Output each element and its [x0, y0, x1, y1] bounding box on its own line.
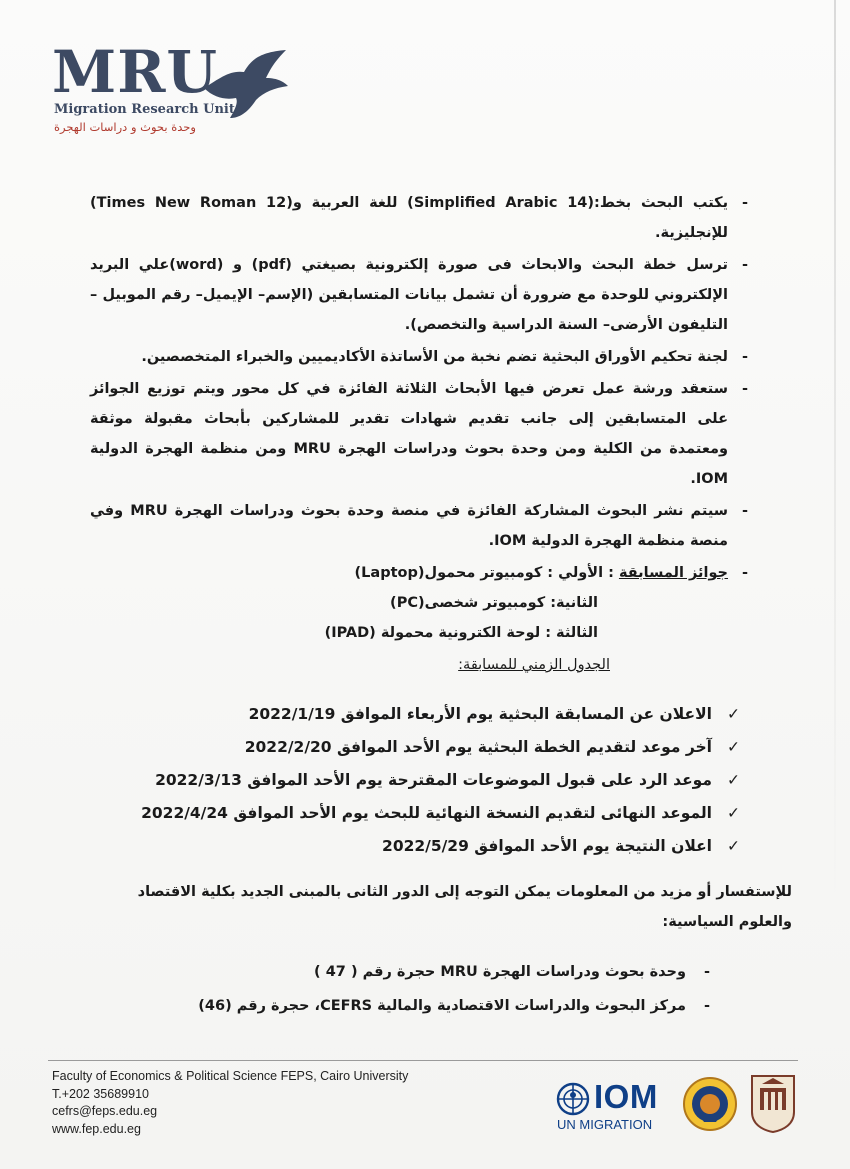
room-item-text: مركز البحوث والدراسات الاقتصادية والمالية CEFRS، حجرة رقم (46) [198, 998, 686, 1014]
check-icon: ✓ [727, 837, 740, 855]
document-body [90, 188, 792, 1023]
footer-email[interactable]: cefrs@feps.edu.eg [52, 1104, 158, 1118]
schedule-list [90, 698, 750, 863]
footer-phone: T.+202 35689910 [52, 1086, 149, 1101]
list-item [90, 731, 750, 764]
list-item: - مركز البحوث والدراسات الاقتصادية والمالية CEFRS، حجرة رقم (46) [198, 998, 710, 1014]
bullet-jury: - لجنة تحكيم الأوراق البحثية تضم نخبة من الأساتذة الأكاديميين والخبراء المتخصصين. [90, 342, 750, 372]
iom-subtitle: UN MIGRATION [557, 1117, 653, 1132]
list-item: - وحدة بحوث ودراسات الهجرة MRU حجرة رقم ( 47 ) [314, 964, 710, 980]
footer-website[interactable]: www.fep.edu.eg [52, 1121, 141, 1136]
logo-subtitle-arabic: وحدة بحوث و دراسات الهجرة [54, 120, 196, 134]
list-item [90, 797, 750, 830]
logo-subtitle-english: Migration Research Unit [54, 102, 235, 117]
footer-contact [52, 1068, 408, 1138]
logo-mark: MRU [52, 38, 218, 106]
iom-wordmark: IOM [594, 1078, 658, 1115]
list-item [90, 830, 750, 863]
schedule-title: الجدول الزمني للمسابقة: [458, 657, 610, 673]
inquiry-text: للإستفسار أو مزيد من المعلومات يمكن التوجه إلى الدور الثانى بالمبنى الجديد بكلية الاقتصاد والعلوم السياسية: [137, 884, 792, 930]
prize-third: الثالثة : لوحة الكترونية محمولة (IPAD) [324, 625, 598, 641]
mru-logo [52, 38, 292, 137]
prize-second: الثانية: كومبيوتر شخصى(PC) [390, 595, 598, 611]
check-icon: ✓ [727, 705, 740, 723]
footer-divider [48, 1060, 798, 1061]
bullet-font-rules: - يكتب البحث بخط:(Simplified Arabic 14) للغة العربية و(Times New Roman 12) للإنجليزية. [90, 188, 750, 248]
check-icon: ✓ [727, 738, 740, 756]
prize-first: : الأولي : كومبيوتر محمول(Laptop) [354, 565, 614, 581]
footer-faculty: Faculty of Economics & Political Science FEPS, Cairo University [52, 1069, 409, 1083]
bullet-submission: - ترسل خطة البحث والابحاث فى صورة إلكترونية بصيغتي (pdf) و (word)علي البريد الإلكتروني للوحدة مع ضرورة أن تشمل بيانات المتسابقين (الإسم– الإيميل– رقم الموبيل – التليفون الأرضى– السنة الدراسية والتخصص). [90, 250, 750, 340]
page-fold [834, 0, 836, 900]
list-item [90, 698, 750, 731]
check-icon: ✓ [727, 771, 740, 789]
iom-logo [556, 1080, 666, 1136]
cairo-university-seal-icon [748, 1072, 798, 1134]
list-item [90, 764, 750, 797]
prizes-heading: جوائز المسابقة [618, 565, 728, 581]
schedule-item-text: اعلان النتيجة يوم الأحد الموافق 2022/5/29 [382, 837, 712, 855]
schedule-item-text: آخر موعد لتقديم الخطة البحثية يوم الأحد الموافق 2022/2/20 [244, 738, 712, 756]
prizes-section [90, 558, 750, 648]
iom-globe-icon [556, 1082, 590, 1116]
feps-seal-icon [682, 1076, 738, 1132]
schedule-item-text: الموعد النهائى لتقديم النسخة النهائية للبحث يوم الأحد الموافق 2022/4/24 [141, 804, 712, 822]
room-item-text: وحدة بحوث ودراسات الهجرة MRU حجرة رقم ( 47 ) [314, 964, 686, 980]
schedule-item-text: الاعلان عن المسابقة البحثية يوم الأربعاء الموافق 2022/1/19 [248, 705, 712, 723]
bullet-workshop: - ستعقد ورشة عمل تعرض فيها الأبحاث الثلاثة الفائزة في كل محور ويتم توزيع الجوائز على المتسابقين إلى جانب تقديم شهادات تقدير للمشاركين بأبحاث مقبولة موثقة ومعتمدة من الكلية ومن وحدة بحوث ودراسات الهجرة MRU ومن منظمة الهجرة الدولية IOM. [90, 374, 750, 494]
room-list [90, 955, 750, 1023]
schedule-item-text: موعد الرد على قبول الموضوعات المقترحة يوم الأحد الموافق 2022/3/13 [155, 771, 712, 789]
bullet-publication: - سيتم نشر البحوث المشاركة الفائزة في منصة وحدة بحوث ودراسات الهجرة MRU وفي منصة منظمة الهجرة الدولية IOM. [90, 496, 750, 556]
check-icon: ✓ [727, 804, 740, 822]
